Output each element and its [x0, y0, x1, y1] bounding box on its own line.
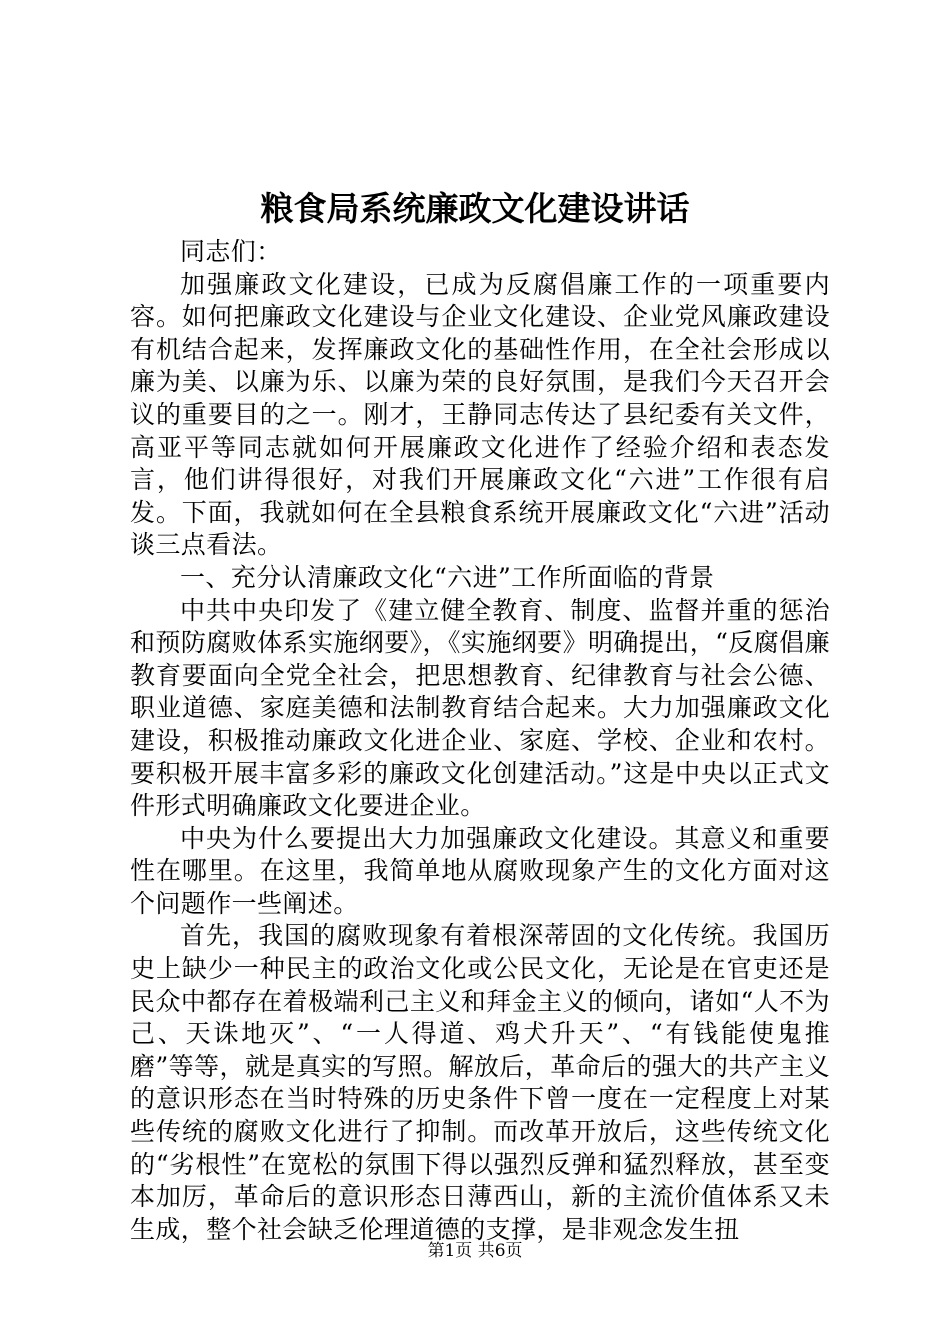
intro-paragraph: 加强廉政文化建设，已成为反腐倡廉工作的一项重要内容。如何把廉政文化建设与企业文化建设、企业党风廉政建设有机结合起来，发挥廉政文化的基础性作用，在全社会形成以廉为美、以廉为乐、以廉为荣的良好氛围，是我们今天召开会议的重要目的之一。刚才，王静同志传达了县纪委有关文件，高亚平等同志就如何开展廉政文化进作了经验介绍和表态发言，他们讲得很好，对我们开展廉政文化“六进”工作很有启发。下面，我就如何在全县粮食系统开展廉政文化“六进”活动谈三点看法。	[130, 269, 830, 560]
body-paragraph: 首先，我国的腐败现象有着根深蒂固的文化传统。我国历史上缺少一种民主的政治文化或公民文化，无论是在官吏还是民众中都存在着极端利己主义和拜金主义的倾向，诸如“人不为己、天诛地灭”、“一人得道、鸡犬升天”、“有钱能使鬼推磨”等等，就是真实的写照。解放后，革命后的强大的共产主义的意识形态在当时特殊的历史条件下曾一度在一定程度上对某些传统的腐败文化进行了抑制。而改革开放后，这些传统文化的“劣根性”在宽松的氛围下得以强烈反弹和猛烈释放，甚至变本加厉，革命后的意识形态日薄西山，新的主流价值体系又未生成，整个社会缺乏伦理道德的支撑，是非观念发生扭	[130, 921, 830, 1244]
salutation-paragraph: 同志们：	[180, 237, 282, 266]
section-heading: 一、充分认清廉政文化“六进”工作所面临的背景	[180, 562, 715, 592]
document-body	[130, 236, 830, 1246]
document-title: 粮食局系统廉政文化建设讲话	[260, 189, 690, 228]
body-paragraph: 中央为什么要提出大力加强廉政文化建设。其意义和重要性在哪里。在这里，我简单地从腐败现象产生的文化方面对这个问题作一些阐述。	[130, 823, 830, 918]
body-paragraph: 中共中央印发了《建立健全教育、制度、监督并重的惩治和预防腐败体系实施纲要》，《实施纲要》明确提出，“反腐倡廉教育要面向全党全社会，把思想教育、纪律教育与社会公德、职业道德、家庭美德和法制教育结合起来。大力加强廉政文化建设，积极推动廉政文化进企业、家庭、学校、企业和农村。要积极开展丰富多彩的廉政文化创建活动。”这是中央以正式文件形式明确廉政文化要进企业。	[130, 595, 830, 821]
page-footer: 第1页 共6页	[427, 1241, 523, 1261]
